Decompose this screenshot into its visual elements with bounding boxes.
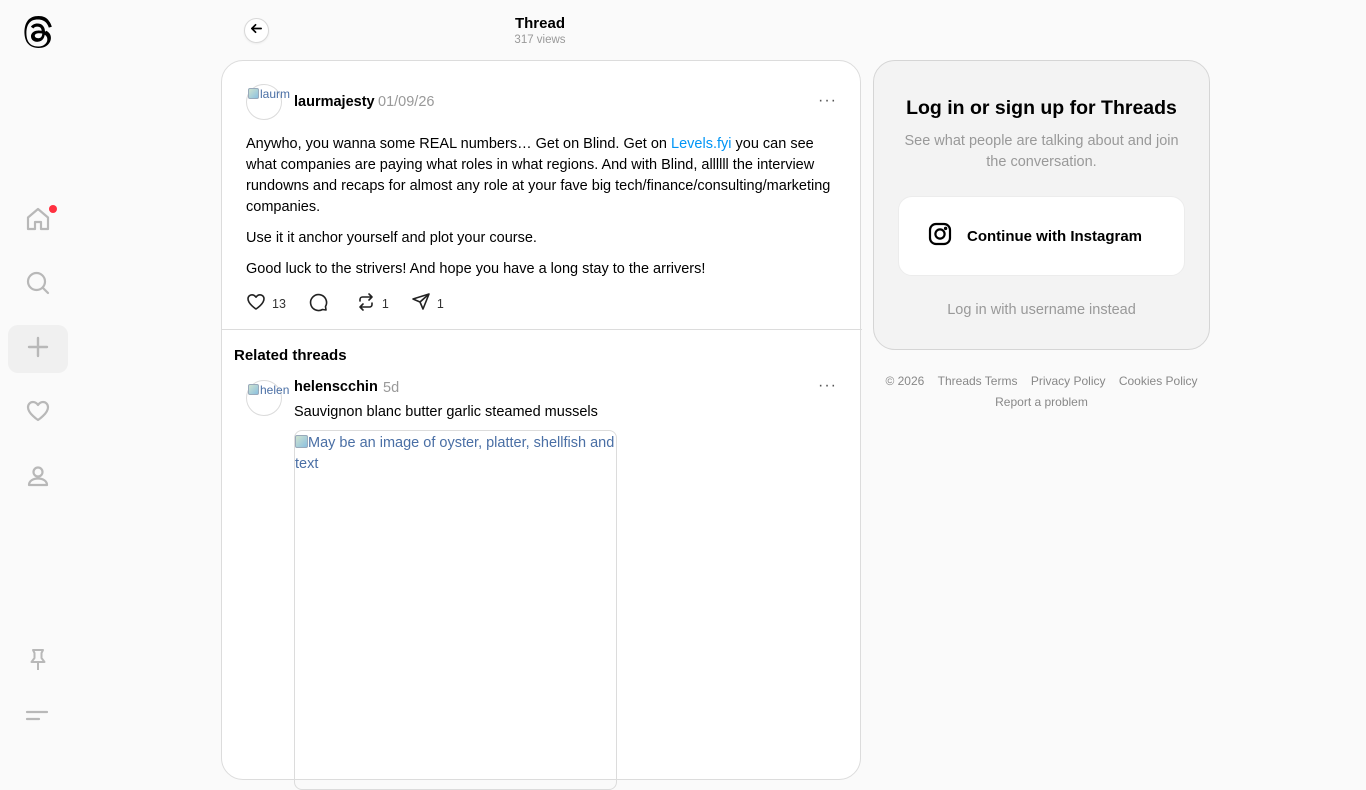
instagram-button-label: Continue with Instagram: [967, 227, 1143, 245]
post-avatar[interactable]: laurm: [246, 84, 282, 120]
post-more-button[interactable]: ···: [818, 92, 837, 109]
sidebar: [0, 0, 76, 768]
page-title: Thread: [514, 15, 565, 32]
plus-icon: [25, 334, 51, 365]
post-actions: [246, 292, 466, 315]
post-timestamp[interactable]: 01/09/26: [378, 94, 435, 110]
post-paragraph-1: Anywho, you wanna some REAL numbers… Get on Blind. Get on Levels.fyi you can see what companies are paying what roles in what regions. And with Blind, allllll the interview rundowns and recaps for almost any role at your fave big tech/finance/consulting/marketing companies.: [246, 136, 831, 215]
levels-fyi-link[interactable]: Levels.fyi: [671, 136, 732, 152]
pin-icon: [25, 647, 51, 678]
post-paragraph-2: Use it it anchor yourself and plot your course.: [246, 230, 537, 246]
thread-card: [221, 60, 861, 780]
sidebar-item-home[interactable]: [8, 197, 68, 245]
notification-dot: [49, 205, 57, 213]
like-button[interactable]: [246, 292, 286, 315]
threads-logo-icon[interactable]: [22, 16, 54, 50]
continue-with-instagram-button[interactable]: [898, 196, 1185, 276]
related-username[interactable]: helenscchin: [294, 379, 378, 395]
login-title: Log in or sign up for Threads: [906, 97, 1177, 119]
sidebar-item-search[interactable]: [8, 261, 68, 309]
sidebar-item-profile[interactable]: [8, 454, 68, 502]
login-with-username-link[interactable]: Log in with username instead: [947, 302, 1136, 318]
sidebar-item-activity[interactable]: [8, 389, 68, 437]
like-count: 13: [272, 296, 286, 311]
login-card: [873, 60, 1210, 350]
related-post-image[interactable]: May be an image of oyster, platter, shellfish and text: [294, 430, 617, 790]
share-button[interactable]: [411, 292, 444, 315]
share-count: 1: [436, 296, 444, 311]
footer-report-link[interactable]: Report a problem: [995, 395, 1088, 409]
post-username[interactable]: laurmajesty: [294, 94, 375, 110]
login-subtitle: See what people are talking about and join the conversation.: [904, 133, 1179, 170]
instagram-icon: [927, 221, 967, 252]
repost-count: 1: [381, 296, 389, 311]
back-button[interactable]: [244, 18, 269, 43]
footer-cookies-link[interactable]: Cookies Policy: [1118, 374, 1198, 388]
send-icon: [411, 292, 437, 315]
footer-terms-link[interactable]: Threads Terms: [937, 374, 1018, 388]
heart-icon: [25, 398, 51, 429]
related-more-button[interactable]: ···: [818, 377, 837, 394]
reply-button[interactable]: [308, 292, 334, 315]
view-count: 317 views: [514, 34, 566, 46]
person-icon: [25, 463, 51, 494]
repost-button[interactable]: [356, 292, 389, 315]
post-paragraph-3: Good luck to the strivers! And hope you have a long stay to the arrivers!: [246, 261, 706, 277]
comment-icon: [308, 292, 334, 315]
sidebar-item-create[interactable]: [8, 325, 68, 373]
menu-icon: [25, 702, 51, 733]
footer-copyright: © 2026: [885, 374, 925, 388]
sidebar-item-pinned[interactable]: [8, 638, 68, 686]
broken-image-icon: [295, 435, 308, 448]
footer-privacy-link[interactable]: Privacy Policy: [1030, 374, 1106, 388]
repost-icon: [356, 292, 382, 315]
related-avatar[interactable]: helen: [246, 380, 282, 416]
sidebar-item-menu[interactable]: [8, 693, 68, 741]
broken-image-icon: [248, 384, 259, 395]
divider: [222, 329, 862, 330]
related-post-text: Sauvignon blanc butter garlic steamed mussels: [294, 404, 598, 420]
home-icon: [25, 206, 51, 237]
broken-image-icon: [248, 88, 259, 99]
footer: [873, 371, 1210, 413]
related-threads-heading: Related threads: [234, 347, 347, 364]
related-timestamp[interactable]: 5d: [383, 380, 400, 396]
heart-icon: [246, 292, 272, 315]
arrow-left-icon: [250, 22, 263, 40]
search-icon: [25, 270, 51, 301]
